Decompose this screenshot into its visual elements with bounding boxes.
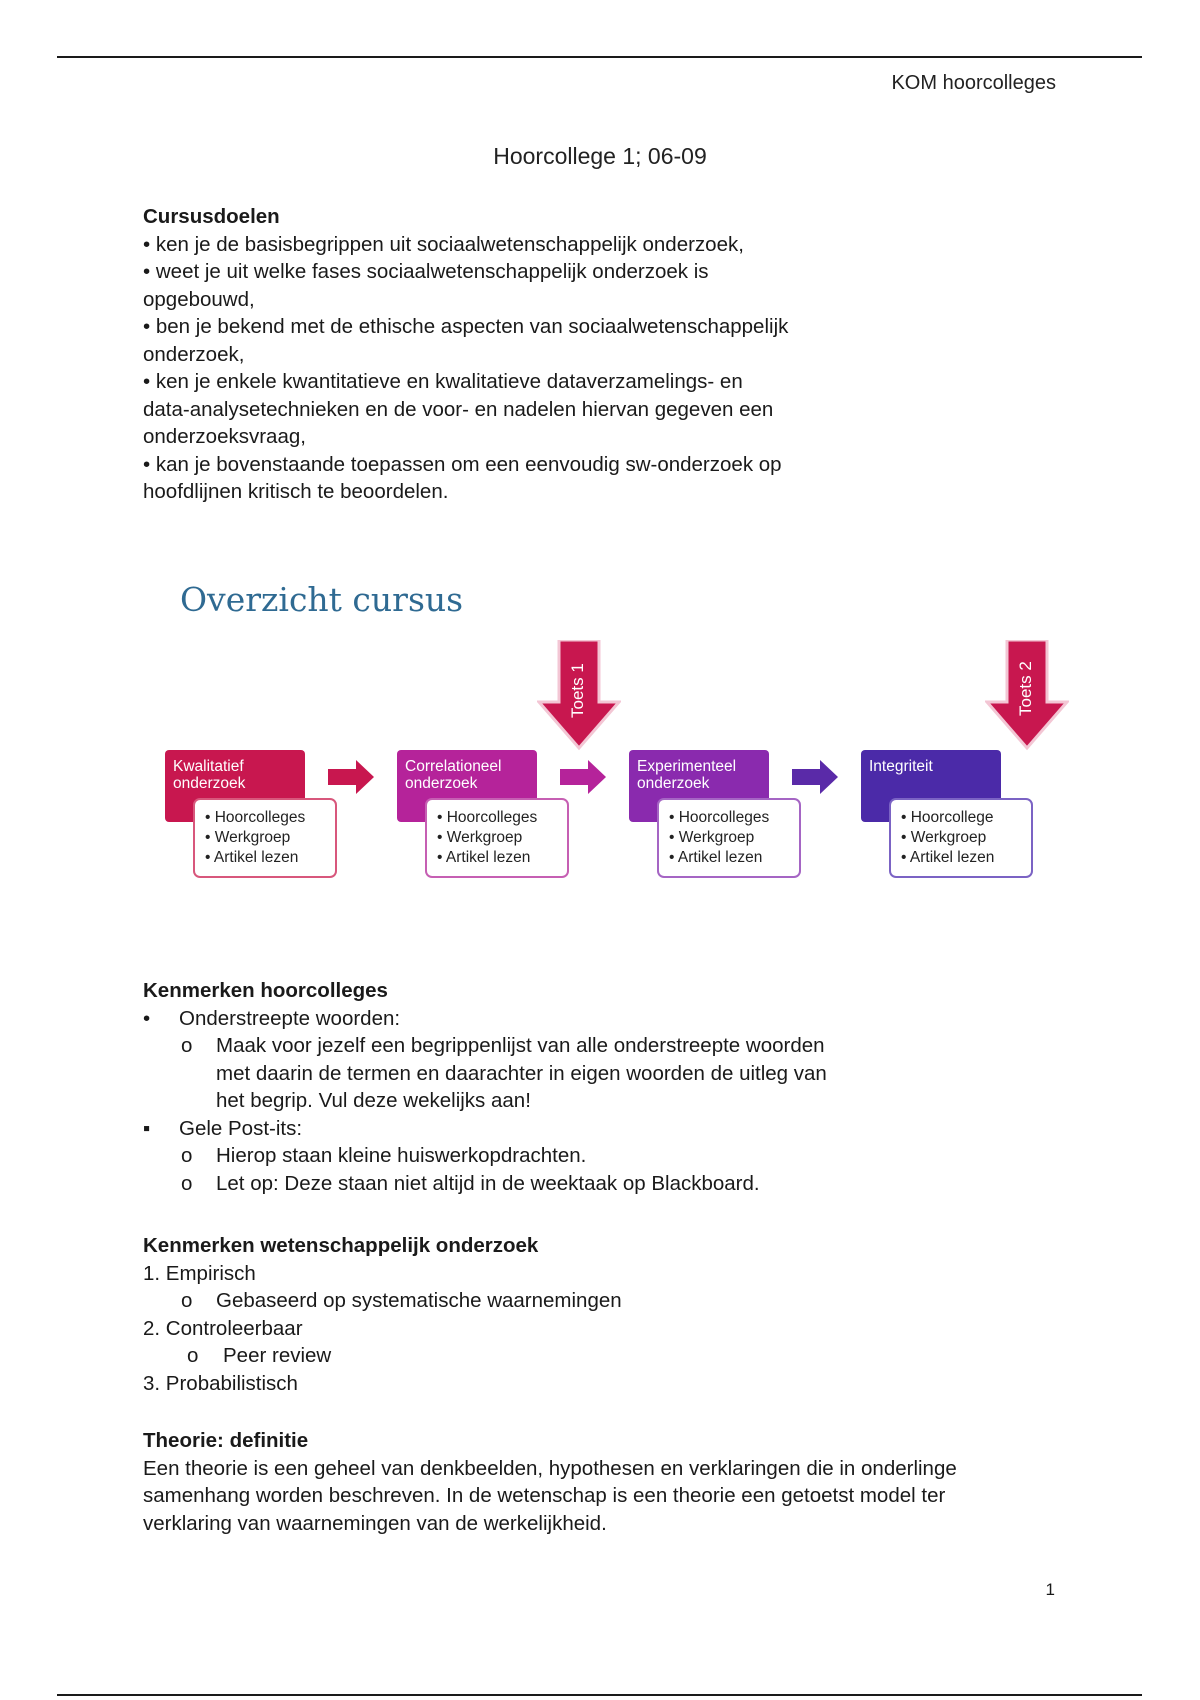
stage-label: Integriteit [869, 758, 933, 775]
activity-item: • Hoorcolleges [669, 808, 789, 828]
cursusdoelen-line: • ken je de basisbegrippen uit sociaalwetenschappelijk onderzoek, [143, 232, 744, 256]
sub-list-item [143, 1142, 1043, 1170]
theorie-line: Een theorie is een geheel van denkbeelden, hypothesen en verklaringen die in onderlinge [143, 1456, 957, 1480]
toets-1-label: Toets 1 [568, 663, 587, 718]
cursusdoelen-line: hoofdlijnen kritisch te beoordelen. [143, 480, 449, 503]
activity-item: • Artikel lezen [901, 848, 1021, 868]
sub-item-line: Maak voor jezelf een begrippenlijst van alle onderstreepte woorden [216, 1034, 825, 1057]
sub-list-item [143, 1287, 1043, 1315]
stage-kwalitatief-activities [193, 798, 337, 878]
toets-2-label: Toets 2 [1016, 661, 1035, 716]
sub-list-item [143, 1170, 1043, 1198]
stage-label: onderzoek [405, 775, 478, 792]
bullet-dot: • [143, 1006, 151, 1030]
activity-item: • Werkgroep [437, 828, 557, 848]
numbered-item: 1. Empirisch [143, 1261, 256, 1285]
sub-list-item [143, 1342, 1043, 1370]
flow-arrow-2 [560, 760, 608, 794]
sub-item-line: Gebaseerd op systematische waarnemingen [216, 1289, 622, 1312]
top-rule [57, 56, 1142, 58]
kenmerken-hoorcolleges-heading: Kenmerken hoorcolleges [143, 979, 388, 1002]
stage-label: Correlationeel [405, 758, 502, 775]
stage-label: onderzoek [173, 775, 246, 792]
flow-arrow-3 [792, 760, 840, 794]
stage-correlationeel-activities [425, 798, 569, 878]
sub-item-line: het begrip. Vul deze wekelijks aan! [216, 1089, 531, 1112]
cursusdoelen-line: • ken je enkele kwantitatieve en kwalitatieve dataverzamelings- en [143, 370, 743, 393]
bullet-o: o [181, 1034, 193, 1057]
stage-label: onderzoek [637, 775, 710, 792]
kenmerken-wetenschappelijk-section [143, 1232, 1043, 1397]
list-item [143, 1005, 1043, 1033]
sub-list-item [143, 1032, 1043, 1115]
sub-item-line: met daarin de termen en daarachter in eigen woorden de uitleg van [216, 1061, 827, 1085]
theorie-line: verklaring van waarnemingen van de werkelijkheid. [143, 1511, 607, 1535]
activity-item: • Hoorcolleges [205, 808, 325, 828]
bullet-o: o [181, 1144, 193, 1167]
stage-experimenteel-activities [657, 798, 801, 878]
cursusdoelen-heading: Cursusdoelen [143, 205, 280, 228]
bullet-o: o [181, 1171, 193, 1195]
cursusdoelen-line: • weet je uit welke fases sociaalwetenschappelijk onderzoek is [143, 260, 709, 283]
running-header: KOM hoorcolleges [891, 72, 1056, 94]
cursusdoelen-line: opgebouwd, [143, 287, 255, 311]
activity-item: • Artikel lezen [437, 848, 557, 868]
numbered-item: 3. Probabilistisch [143, 1371, 298, 1395]
activity-item: • Werkgroep [669, 828, 789, 848]
theorie-section [143, 1427, 1063, 1537]
kenmerken-hoorcolleges-section [143, 977, 1043, 1197]
activity-item: • Hoorcolleges [437, 808, 557, 828]
stage-label: Experimenteel [637, 758, 737, 775]
cursusdoelen-line: data-analysetechnieken en de voor- en nadelen hiervan gegeven een [143, 397, 774, 421]
theorie-line: samenhang worden beschreven. In de wetenschap is een theorie een getoetst model ter [143, 1484, 946, 1507]
cursusdoelen-line: • ben je bekend met de ethische aspecten van sociaalwetenschappelijk [143, 315, 789, 338]
page-number: 1 [1045, 1580, 1055, 1599]
activity-item: • Hoorcollege [901, 808, 1021, 828]
bullet-o: o [181, 1289, 193, 1312]
sub-item-line: Let op: Deze staan niet altijd in de weektaak op Blackboard. [216, 1171, 760, 1195]
stage-integriteit-activities [889, 798, 1033, 878]
bottom-rule [57, 1694, 1142, 1696]
flow-arrow-1 [328, 760, 376, 794]
list-item-text: Gele Post-its: [179, 1116, 303, 1140]
activity-item: • Artikel lezen [669, 848, 789, 868]
list-item-text: Onderstreepte woorden: [179, 1006, 401, 1030]
bullet-o: o [187, 1344, 199, 1367]
diagram-title: Overzicht cursus [180, 580, 464, 619]
sub-item-line: Hierop staan kleine huiswerkopdrachten. [216, 1144, 587, 1167]
cursusdoelen-section [143, 203, 1043, 506]
sub-item-line: Peer review [223, 1344, 332, 1367]
course-overview-diagram [155, 570, 1070, 900]
list-item [143, 1115, 1043, 1143]
theorie-heading: Theorie: definitie [143, 1429, 309, 1452]
cursusdoelen-line: • kan je bovenstaande toepassen om een eenvoudig sw-onderzoek op [143, 452, 782, 476]
stage-label: Kwalitatief [173, 758, 244, 775]
kenmerken-wetenschappelijk-heading: Kenmerken wetenschappelijk onderzoek [143, 1234, 539, 1257]
activity-item: • Artikel lezen [205, 848, 325, 868]
page-title: Hoorcollege 1; 06-09 [493, 143, 707, 169]
activity-item: • Werkgroep [205, 828, 325, 848]
numbered-item: 2. Controleerbaar [143, 1316, 303, 1340]
cursusdoelen-line: onderzoeksvraag, [143, 425, 306, 448]
cursusdoelen-line: onderzoek, [143, 342, 245, 366]
activity-item: • Werkgroep [901, 828, 1021, 848]
bullet-square: ▪ [143, 1116, 151, 1140]
